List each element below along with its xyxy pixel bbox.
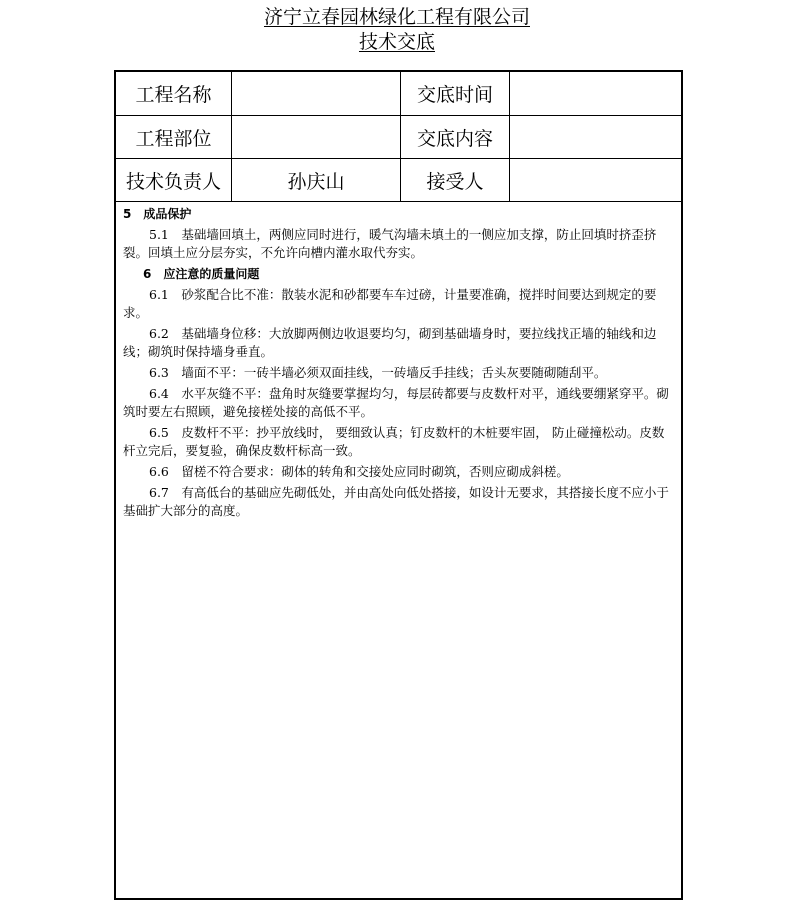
label-receiver: 接受人 (401, 159, 510, 202)
item-6-4: 6.4 水平灰缝不平：盘角时灰缝要掌握均匀，每层砖都要与皮数杆对平，通线要绷紧穿平。砌筑时要左右照顾，避免接槎处接的高低不平。 (123, 386, 669, 419)
info-table (116, 72, 681, 202)
document-title (0, 31, 794, 53)
item-6-5: 6.5 皮数杆不平：抄平放线时， 要细致认真；钉皮数杆的木桩要牢固， 防止碰撞松动。皮数杆立完后，要复验，确保皮数杆标高一致。 (123, 425, 665, 458)
section-heading-5: 5 成品保护 (123, 207, 192, 221)
value-disclosure-time (510, 72, 682, 116)
value-tech-lead: 孙庆山 (232, 159, 401, 202)
item-6-7: 6.7 有高低台的基础应先砌低处，并由高处向低处搭接，如设计无要求，其搭接长度不应小于基础扩大部分的高度。 (123, 485, 669, 518)
label-disclosure-time: 交底时间 (401, 72, 510, 116)
section-heading-6: 6 应注意的质量问题 (143, 267, 260, 281)
disclosure-form (114, 70, 683, 900)
info-row-project-name (116, 72, 681, 116)
value-project-name (232, 72, 401, 116)
label-project-name: 工程名称 (116, 72, 232, 116)
disclosure-body (116, 202, 681, 520)
value-project-part (232, 116, 401, 159)
label-tech-lead: 技术负责人 (116, 159, 232, 202)
item-5-1: 5.1 基础墙回填土，两侧应同时进行，暖气沟墙未填土的一侧应加支撑，防止回填时挤歪挤裂。回填土应分层夯实，不允许向槽内灌水取代夯实。 (123, 227, 657, 260)
item-6-3: 6.3 墙面不平：一砖半墙必须双面挂线，一砖墙反手挂线；舌头灰要随砌随刮平。 (149, 365, 607, 380)
value-receiver (510, 159, 682, 202)
value-disclosure-content (510, 116, 682, 159)
company-name-text: 济宁立春园林绿化工程有限公司 (263, 6, 530, 28)
item-6-2: 6.2 基础墙身位移：大放脚两侧边收退要均匀，砌到基础墙身时，要拉线找正墙的轴线和边线；砌筑时保持墙身垂直。 (123, 326, 657, 359)
item-6-6: 6.6 留槎不符合要求：砌体的转角和交接处应同时砌筑，否则应砌成斜槎。 (149, 464, 569, 479)
company-name (0, 6, 794, 28)
info-row-responsible (116, 159, 681, 202)
label-disclosure-content: 交底内容 (401, 116, 510, 159)
item-6-1: 6.1 砂浆配合比不准：散装水泥和砂都要车车过磅，计量要准确，搅拌时间要达到规定的要求。 (123, 287, 657, 320)
document-title-text: 技术交底 (358, 31, 435, 53)
label-project-part: 工程部位 (116, 116, 232, 159)
info-row-project-part (116, 116, 681, 159)
